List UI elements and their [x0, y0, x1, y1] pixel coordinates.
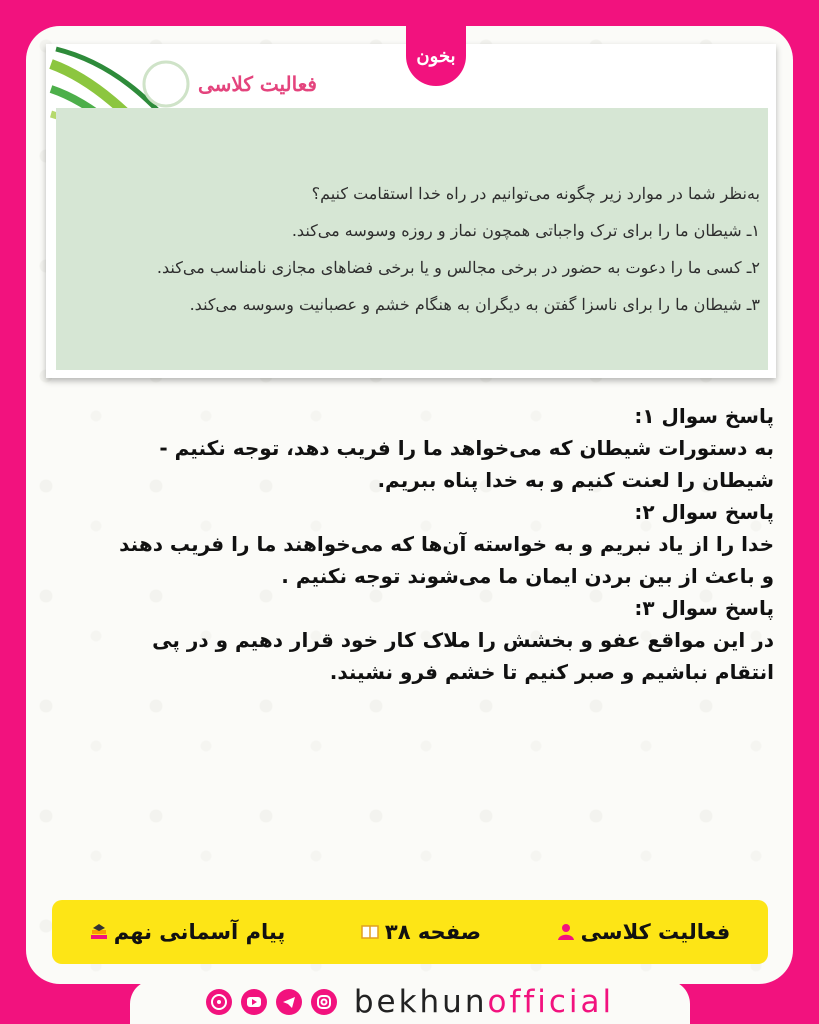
- activity-heading: فعالیت کلاسی: [198, 72, 317, 96]
- question-item-2: ۲ـ کسی ما را دعوت به حضور در برخی مجالس و یا برخی فضاهای مجازی نامناسب می‌کند.: [156, 258, 760, 277]
- brand-bar: [130, 980, 690, 1024]
- logo-text: بخون: [416, 45, 456, 67]
- footer-page-label: صفحه ۳۸: [384, 920, 482, 944]
- film-icon[interactable]: [206, 989, 232, 1015]
- open-book-icon: [361, 923, 379, 941]
- answer-3-line-1: در این مواقع عفو و بخشش را ملاک کار خود قرار دهیم و در پی: [152, 628, 774, 652]
- content-card: [26, 26, 793, 984]
- logo-badge: [406, 26, 466, 86]
- footer-page: [361, 920, 481, 944]
- footer-info-bar: [52, 900, 768, 964]
- answer-3-title: پاسخ سوال ۳:: [634, 596, 774, 620]
- footer-activity-label: فعالیت کلاسی: [580, 920, 731, 944]
- brand-name-part-2: official: [487, 984, 615, 1020]
- answers-section: [44, 400, 774, 688]
- question-text: به‌نظر شما در موارد زیر چگونه می‌توانیم در راه خدا استقامت کنیم؟: [311, 184, 760, 203]
- answer-2-line-2: و باعث از بین بردن ایمان ما می‌شوند توجه نکنیم .: [281, 564, 774, 588]
- user-icon: [557, 923, 575, 941]
- footer-book-label: پیام آسمانی نهم: [113, 920, 286, 944]
- instagram-icon[interactable]: [311, 989, 337, 1015]
- question-item-1: ۱ـ شیطان ما را برای ترک واجباتی همچون نماز و روزه وسوسه می‌کند.: [291, 221, 760, 240]
- answer-3-line-2: انتقام نباشیم و صبر کنیم تا خشم فرو نشیند.: [329, 660, 774, 684]
- brand-name: [354, 984, 614, 1020]
- answer-1-line-2: شیطان را لعنت کنیم و به خدا پناه ببریم.: [377, 468, 774, 492]
- answer-2-line-1: خدا را از یاد نبریم و به خواسته آن‌ها که می‌خواهند ما را فریب دهند: [119, 532, 774, 556]
- textbook-text: [60, 184, 760, 332]
- brand-name-part-1: bekhun: [353, 984, 488, 1020]
- footer-activity: [557, 920, 731, 944]
- telegram-icon[interactable]: [276, 989, 302, 1015]
- answer-1-line-1: به دستورات شیطان که می‌خواهد ما را فریب دهد، توجه نکنیم -: [159, 436, 774, 460]
- youtube-icon[interactable]: [241, 989, 267, 1015]
- question-item-3: ۳ـ شیطان ما را برای ناسزا گفتن به دیگران به هنگام خشم و عصبانیت وسوسه می‌کند.: [189, 295, 760, 314]
- footer-book: [90, 920, 286, 944]
- answer-2-title: پاسخ سوال ۲:: [634, 500, 774, 524]
- books-icon: [90, 923, 108, 941]
- textbook-excerpt: [46, 44, 776, 378]
- answer-1-title: پاسخ سوال ۱:: [634, 404, 774, 428]
